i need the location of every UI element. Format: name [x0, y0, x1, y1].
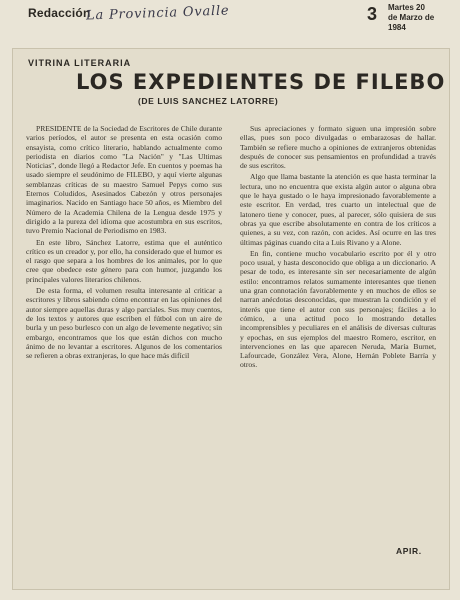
article-paragraph: De esta forma, el volumen resulta interesante al criticar a escritores y libros sabiendo cómo encontrar en las opiniones del autor siempre aquellas duras y algo parciales. Sus muy cuentos, de los textos y autores que escriben el fútbol con un aire de burla y un peso burlesco con un algo de levemente negativo; sin embargo, encontramos que los que están dichos con mucho ánimo de no levantar a escritores. Algunos de los comentarios se refieren a obras extranjeras, lo que hace más difícil: [26, 286, 222, 361]
issue-date: [388, 3, 434, 33]
issue-number: 3: [367, 4, 378, 24]
date-line-weekday: Martes 20: [388, 3, 425, 12]
article-kicker: VITRINA LITERARIA: [28, 58, 132, 68]
article-title: LOS EXPEDIENTES DE FILEBO: [76, 70, 446, 94]
date-line-year: 1984: [388, 23, 406, 32]
article-paragraph: Algo que llama bastante la atención es que hasta terminar la lectura, uno no encuentra que exista algún autor o alguna obra que le haya gustado o le haya impresionado favorablemente a este escritor. En verdad, tres cuarto un intelectual que de latonero tiene y conocer, pues, al parecer, sólo quisiera de sus obras ya que escribe absolutamente en contra de los críticos a quienes, a su vez, con razón, con acides. Así ocurre en las tres últimas páginas cuando cita a Luis Rivano y a Alone.: [240, 172, 436, 247]
article-left-column: [26, 124, 222, 362]
article-paragraph: PRESIDENTE de la Sociedad de Escritores de Chile durante varios períodos, el autor se presenta en esta ocasión como ensayista, como crítico literario, hablando actualmente como periodista en diarios como "La Nación" y "Las Ultimas Noticias", donde llegó a Redactor Jefe. En cuentos y poemas ha usado siempre el seudónimo de FILEBO, y aquí vierte algunas semblanzas críticas de su maestro Samuel Pepys como sus Eternos Coludidos, Asesinados Cabezón y otros personajes imaginarios. Nacido en Santiago hace 50 años, es Miembro del Número de la Academia Chilena de la Lengua desde 1975 y dirigido a la pureza del idioma que acostumbra en sus escritos, tuvo Premio Nacional de Periodismo en 1983.: [26, 124, 222, 236]
handwritten-note: La Provincia Ovalle: [85, 3, 230, 24]
date-line-month: de Marzo de: [388, 13, 435, 22]
section-label: Redacción: [28, 6, 91, 20]
article-paragraph: En este libro, Sánchez Latorre, estima que el auténtico crítico es un creador y, por ello, ha considerado que el humor es el rasgo que separa a los hombres de los animales, por lo que cree que obedece este género para con humor, juzgando los principales valores literarios chilenos.: [26, 237, 222, 284]
article-paragraph: Sus apreciaciones y formato siguen una impresión sobre ellas, pues son poco divulgadas o embarazosas de hallar. También se refiere mucho a opiniones de extranjeros obtenidas después de conocer sus pensamientos en profundidad a través de sus escritos.: [240, 124, 436, 171]
article-paragraph: En fin, contiene mucho vocabulario escrito por él y otro poco usual, y hasta desconocido que obliga a un diccionario. A pesar de todo, es interesante sin ser necesariamente de algún estilo: encontramos relatos sumamente interesantes que tienen una gran connotación favorablemente y en muchos de ellos se narran anécdotas desconocidas, que muestran la condición y el interés que tiene el autor con sus personajes; fáciles a lo cómico, a una actitud poco lo mostrando detalles incomprensibles y peculiares en el análisis de diversas culturas y epochas, en sus ejemplos del maestro Romero, escritor, en intervenciones en las que aparecen Neruda, María Burnet, Lafourcade, González Vera, Alone, Hernán Poblete Barría y otros.: [240, 248, 436, 370]
article-right-column: [240, 124, 436, 372]
article-byline: (DE LUIS SANCHEZ LATORRE): [138, 96, 279, 106]
article-signature: APIR.: [396, 546, 422, 556]
